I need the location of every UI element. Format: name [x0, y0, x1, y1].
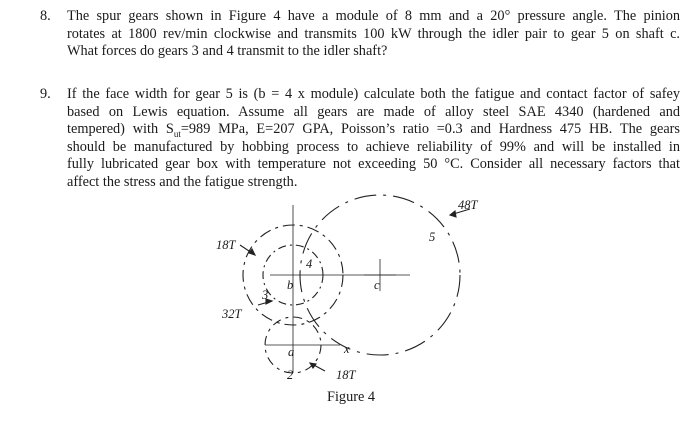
label-gear-2-teeth: 18T [336, 368, 356, 382]
text-line: should be manufactured by hobbing process to achieve reliability of 99% and will be installed in [67, 138, 680, 155]
gear-train-figure [210, 193, 490, 408]
label-shaft-c: c [374, 278, 380, 292]
figure-caption: Figure 4 [327, 389, 376, 405]
text-fragment: tempered) with S [67, 121, 174, 138]
label-shaft-b: b [287, 278, 294, 292]
label-gear-4-teeth: 18T [216, 238, 236, 252]
text-line: What forces do gears 3 and 4 transmit to the idler shaft? [67, 43, 388, 60]
label-gear-5-teeth: 48T [458, 198, 478, 212]
text-line: fully lubricated gear box with temperature not exceeding 50 °C. Consider all necessary factors that [67, 156, 680, 173]
problem-number: 9. [40, 86, 51, 102]
text-line [67, 121, 680, 139]
label-gear-5: 5 [429, 230, 436, 244]
text-fragment: =989 MPa, E=207 GPA, Poisson’s ratio =0.3 and Hardness 475 HB. The gears [180, 121, 680, 138]
text-line: If the face width for gear 5 is (b = 4 x module) calculate both the fatigue and contact factor of safey [67, 86, 680, 102]
problem-text [67, 86, 680, 192]
label-gear-3: 3 [262, 288, 269, 302]
label-shaft-a: a [288, 345, 295, 359]
arrow-head [450, 211, 456, 217]
problem-number: 8. [40, 8, 51, 24]
text-line: The spur gears shown in Figure 4 have a module of 8 mm and a 20° pressure angle. The pinion [67, 8, 680, 24]
arrow-head [310, 363, 316, 368]
problem-text [67, 8, 680, 61]
subscript: ut [173, 129, 181, 140]
label-gear-2: 2 [287, 368, 294, 382]
text-line: based on Lewis equation. Assume all gears are made of alloy steel SAE 4340 (hardened and [67, 103, 680, 120]
label-gear-4: 4 [306, 257, 313, 271]
label-x-axis: x [344, 342, 350, 356]
text-line: rotates at 1800 rev/min clockwise and transmits 100 kW through the idler pair to gear 5 on shaft c. [67, 25, 680, 42]
label-gear-3-teeth: 32T [222, 307, 242, 321]
text-line: affect the stress and the fatigue strength. [67, 173, 298, 190]
